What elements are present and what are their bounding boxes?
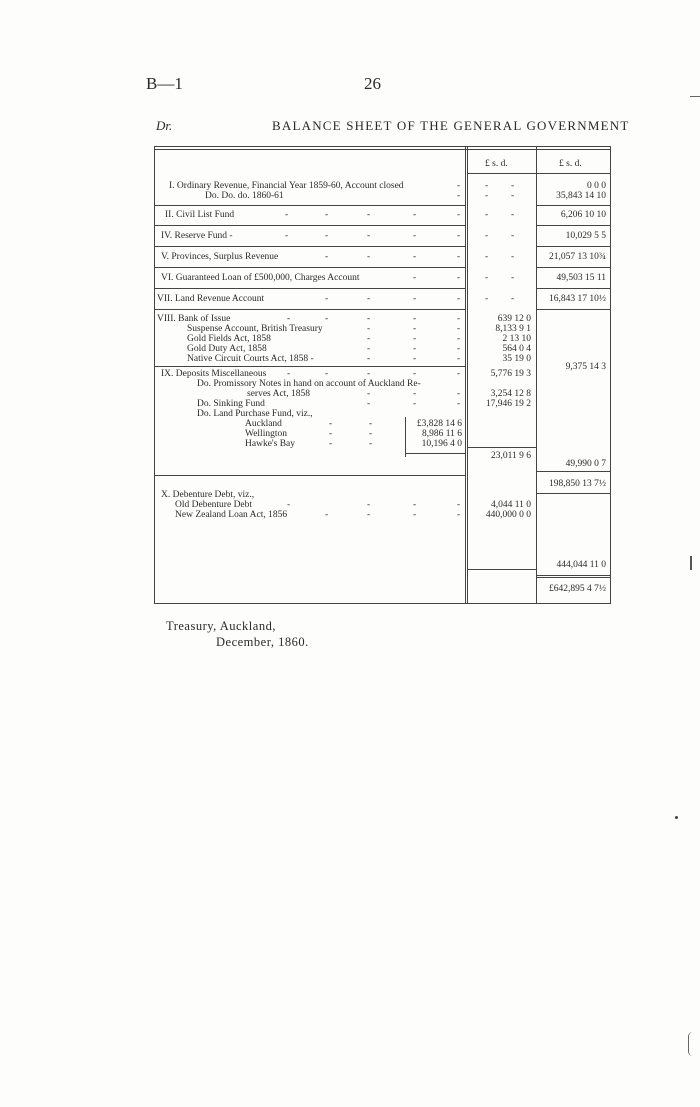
leader-dash: - [369, 439, 373, 449]
row-label: Do. Do. do. 1860-61 [205, 191, 284, 201]
page-title: BALANCE SHEET OF THE GENERAL GOVERNMENT [272, 118, 630, 133]
row-label: serves Act, 1858 [247, 389, 311, 399]
row-amount: 4,044 11 0 [490, 500, 531, 510]
row-label: I. Ordinary Revenue, Financial Year 1859-60, Account closed [169, 181, 404, 191]
signature-date: December, 1860. [216, 635, 309, 649]
leader-dash: - [367, 344, 371, 354]
leader-dash: - [511, 273, 515, 283]
leader-dash: - [511, 181, 515, 191]
row-label: Suspense Account, British Treasury [187, 324, 323, 334]
row-amount: 21,057 13 10¾ [549, 252, 606, 262]
leader-dash: - [457, 510, 461, 520]
header-rule [467, 173, 610, 174]
row-amount: 35 19 0 [502, 354, 531, 364]
row-amount: 639 12 0 [497, 314, 531, 324]
leader-dash: - [367, 510, 371, 520]
row-amount: 49,503 15 11 [556, 273, 606, 283]
leader-dash: - [413, 500, 417, 510]
row-label: IV. Reserve Fund - [161, 231, 233, 241]
row-amount: 10,196 4 0 [421, 439, 462, 449]
leader-dash: - [367, 294, 371, 304]
leader-dash: - [485, 231, 489, 241]
leader-dash: - [325, 510, 329, 520]
margin-mark [690, 556, 692, 570]
leader-dash: - [367, 231, 371, 241]
row-amount: 444,044 11 0 [556, 560, 606, 570]
leader-dash: - [457, 191, 461, 201]
row-amount: 8,986 11 6 [421, 429, 462, 439]
signature-location: Treasury, Auckland, [166, 619, 276, 633]
leader-dash: - [457, 181, 461, 191]
leader-dash: - [325, 294, 329, 304]
leader-dash: - [329, 429, 333, 439]
grand-total-amount: £642,895 4 7½ [549, 584, 606, 594]
row-label: IX. Deposits Miscellaneous [161, 369, 267, 379]
margin-dot [675, 816, 678, 819]
subtotal-amount: 198,850 13 7½ [549, 479, 606, 489]
row-amount: 564 0 4 [502, 344, 531, 354]
leader-dash: - [485, 294, 489, 304]
col-header-1: £ s. d. [485, 159, 508, 169]
row-label: Do. Land Purchase Fund, viz., [197, 409, 313, 419]
row-label: II. Civil List Fund [165, 210, 235, 220]
leader-dash: - [511, 294, 515, 304]
balance-sheet-table [154, 146, 611, 604]
leader-dash: - [287, 314, 291, 324]
row-label: V. Provinces, Surplus Revenue [161, 252, 279, 262]
leader-dash: - [485, 252, 489, 262]
row-amount: 35,843 14 10 [556, 191, 606, 201]
row-amount: 3,254 12 8 [490, 389, 531, 399]
leader-dash: - [367, 334, 371, 344]
col-header-2: £ s. d. [559, 159, 582, 169]
row-label: X. Debenture Debt, viz., [161, 490, 255, 500]
row-amount: £3,828 14 6 [416, 419, 462, 429]
leader-dash: - [325, 210, 329, 220]
row-label: Do. Promissory Notes in hand on account of Auckland Re- [197, 379, 421, 389]
row-amount: 440,000 0 0 [485, 510, 531, 520]
leader-dash: - [457, 389, 461, 399]
leader-dash: - [511, 231, 515, 241]
leader-dash: - [413, 334, 417, 344]
leader-dash: - [457, 344, 461, 354]
leader-dash: - [369, 419, 373, 429]
column-divider-right [536, 147, 537, 603]
leader-dash: - [413, 324, 417, 334]
leader-dash: - [457, 369, 461, 379]
row-label: VI. Guaranteed Loan of £500,000, Charges Account [161, 273, 360, 283]
leader-dash: - [511, 210, 515, 220]
row-label: Do. Sinking Fund [197, 399, 265, 409]
column-divider-left [465, 147, 466, 603]
leader-dash: - [325, 369, 329, 379]
leader-dash: - [287, 500, 291, 510]
row-label: Gold Duty Act, 1858 [187, 344, 267, 354]
leader-dash: - [485, 191, 489, 201]
row-label: VII. Land Revenue Account [157, 294, 265, 304]
leader-dash: - [367, 324, 371, 334]
leader-dash: - [457, 500, 461, 510]
leader-dash: - [413, 399, 417, 409]
leader-dash: - [485, 273, 489, 283]
table-top-rule [155, 149, 610, 150]
leader-dash: - [325, 252, 329, 262]
leader-dash: - [325, 231, 329, 241]
leader-dash: - [367, 369, 371, 379]
row-label: Auckland [245, 419, 282, 429]
row-label: Gold Fields Act, 1858 [187, 334, 271, 344]
leader-dash: - [367, 252, 371, 262]
leader-dash: - [325, 314, 329, 324]
subcolumn-rule [405, 417, 406, 457]
row-amount: 16,843 17 10½ [549, 294, 606, 304]
leader-dash: - [511, 252, 515, 262]
leader-dash: - [457, 314, 461, 324]
debit-label: Dr. [156, 118, 173, 133]
leader-dash: - [413, 273, 417, 283]
leader-dash: - [457, 252, 461, 262]
leader-dash: - [457, 294, 461, 304]
leader-dash: - [367, 500, 371, 510]
leader-dash: - [485, 210, 489, 220]
row-amount: 8,133 9 1 [495, 324, 531, 334]
leader-dash: - [367, 399, 371, 409]
leader-dash: - [287, 369, 291, 379]
margin-mark [688, 1032, 697, 1056]
leader-dash: - [329, 419, 333, 429]
row-label: Native Circuit Courts Act, 1858 - [187, 354, 314, 364]
row-label: Old Debenture Debt [175, 500, 253, 510]
row-label: Hawke's Bay [245, 439, 295, 449]
leader-dash: - [413, 354, 417, 364]
leader-dash: - [413, 389, 417, 399]
row-amount: 10,029 5 5 [565, 231, 606, 241]
leader-dash: - [413, 369, 417, 379]
leader-dash: - [413, 210, 417, 220]
leader-dash: - [367, 354, 371, 364]
leader-dash: - [511, 191, 515, 201]
leader-dash: - [369, 429, 373, 439]
row-amount: 9,375 14 3 [565, 362, 606, 372]
page-number: 26 [364, 74, 381, 93]
margin-mark [690, 96, 700, 97]
row-amount: 2 13 10 [502, 334, 531, 344]
leader-dash: - [413, 344, 417, 354]
leader-dash: - [457, 210, 461, 220]
leader-dash: - [367, 314, 371, 324]
document-reference: B—1 [146, 74, 183, 93]
row-amount: 49,990 0 7 [565, 459, 606, 469]
leader-dash: - [457, 334, 461, 344]
row-amount: 23,011 9 6 [490, 451, 531, 461]
leader-dash: - [413, 294, 417, 304]
row-amount: 17,946 19 2 [485, 399, 531, 409]
row-label: VIII. Bank of Issue [157, 314, 231, 324]
leader-dash: - [367, 210, 371, 220]
leader-dash: - [413, 231, 417, 241]
leader-dash: - [285, 210, 289, 220]
row-amount: 5,776 19 3 [490, 369, 531, 379]
leader-dash: - [457, 324, 461, 334]
leader-dash: - [413, 314, 417, 324]
leader-dash: - [457, 231, 461, 241]
row-label: New Zealand Loan Act, 1856 [175, 510, 288, 520]
leader-dash: - [457, 273, 461, 283]
leader-dash: - [367, 389, 371, 399]
row-amount: 0 0 0 [587, 181, 606, 191]
leader-dash: - [485, 181, 489, 191]
row-amount: 6,206 10 10 [560, 210, 606, 220]
leader-dash: - [413, 252, 417, 262]
leader-dash: - [413, 510, 417, 520]
leader-dash: - [457, 354, 461, 364]
leader-dash: - [329, 439, 333, 449]
leader-dash: - [285, 231, 289, 241]
column-divider-left-double [467, 147, 468, 603]
row-label: Wellington [245, 429, 287, 439]
leader-dash: - [457, 399, 461, 409]
